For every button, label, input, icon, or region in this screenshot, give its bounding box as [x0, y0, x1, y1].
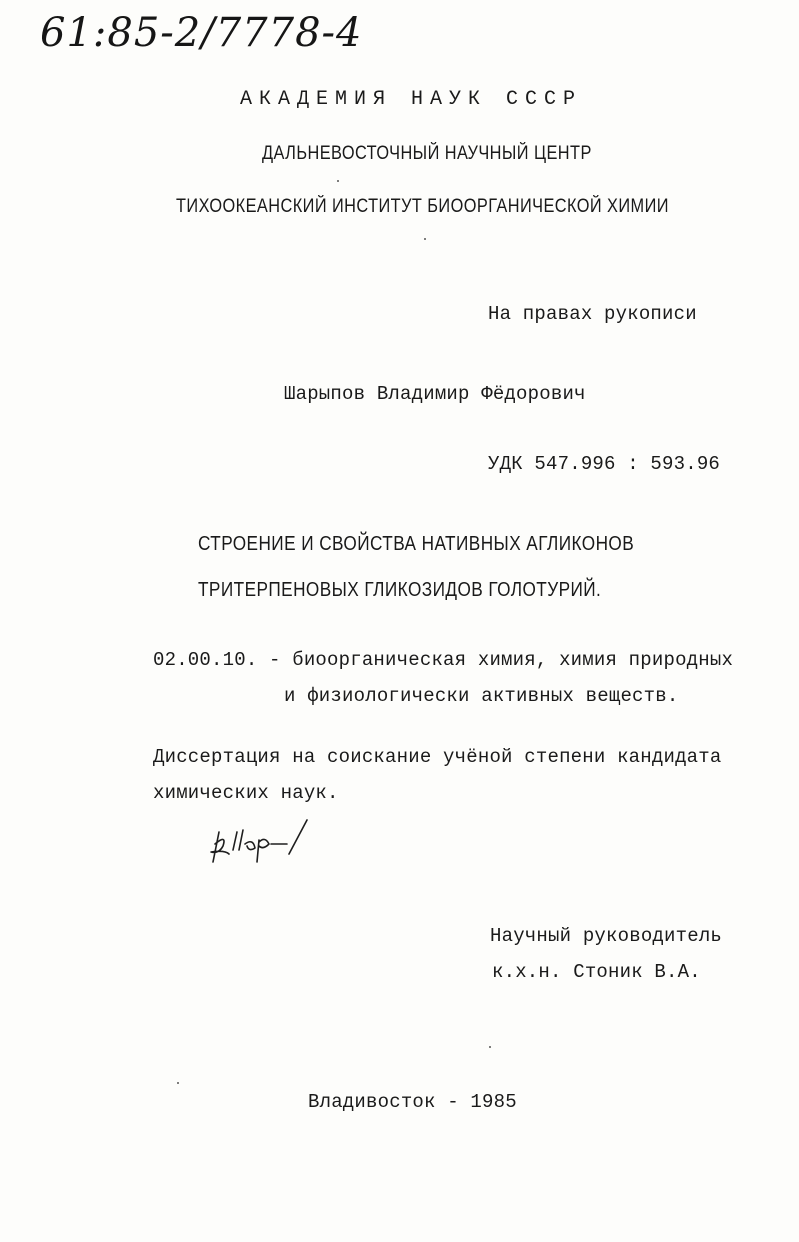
- dissertation-line-1: Диссертация на соискание учёной степени кандидата: [153, 746, 722, 768]
- supervisor-label: Научный руководитель: [490, 925, 723, 947]
- manuscript-rights: На правах рукописи: [488, 303, 697, 325]
- specialty-line-1: 02.00.10. - биоорганическая химия, химия природных: [153, 649, 734, 671]
- speck: [177, 1082, 179, 1084]
- udc-code: УДК 547.996 : 593.96: [488, 453, 721, 475]
- supervisor-name: к.х.н. Стоник В.А.: [492, 961, 701, 983]
- place-and-year: Владивосток - 1985: [308, 1091, 517, 1113]
- archive-code-handwritten: 61:85-2/7778-4: [40, 10, 363, 56]
- center-heading: ДАЛЬНЕВОСТОЧНЫЙ НАУЧНЫЙ ЦЕНТР: [262, 143, 592, 164]
- speck: [337, 180, 339, 182]
- dissertation-line-2: химических наук.: [153, 782, 339, 804]
- institute-heading: ТИХООКЕАНСКИЙ ИНСТИТУТ БИООРГАНИЧЕСКОЙ ХИМИИ: [176, 196, 669, 217]
- thesis-title-line-2: ТРИТЕРПЕНОВЫХ ГЛИКОЗИДОВ ГОЛОТУРИЙ.: [198, 579, 602, 601]
- author-name: Шарыпов Владимир Фёдорович: [284, 383, 586, 405]
- author-signature: [205, 810, 315, 870]
- speck: [489, 1046, 491, 1048]
- speck: [424, 238, 426, 240]
- thesis-title-line-1: СТРОЕНИЕ И СВОЙСТВА НАТИВНЫХ АГЛИКОНОВ: [198, 533, 635, 555]
- specialty-line-2: и физиологически активных веществ.: [284, 685, 679, 707]
- academy-heading: АКАДЕМИЯ НАУК СССР: [240, 88, 583, 111]
